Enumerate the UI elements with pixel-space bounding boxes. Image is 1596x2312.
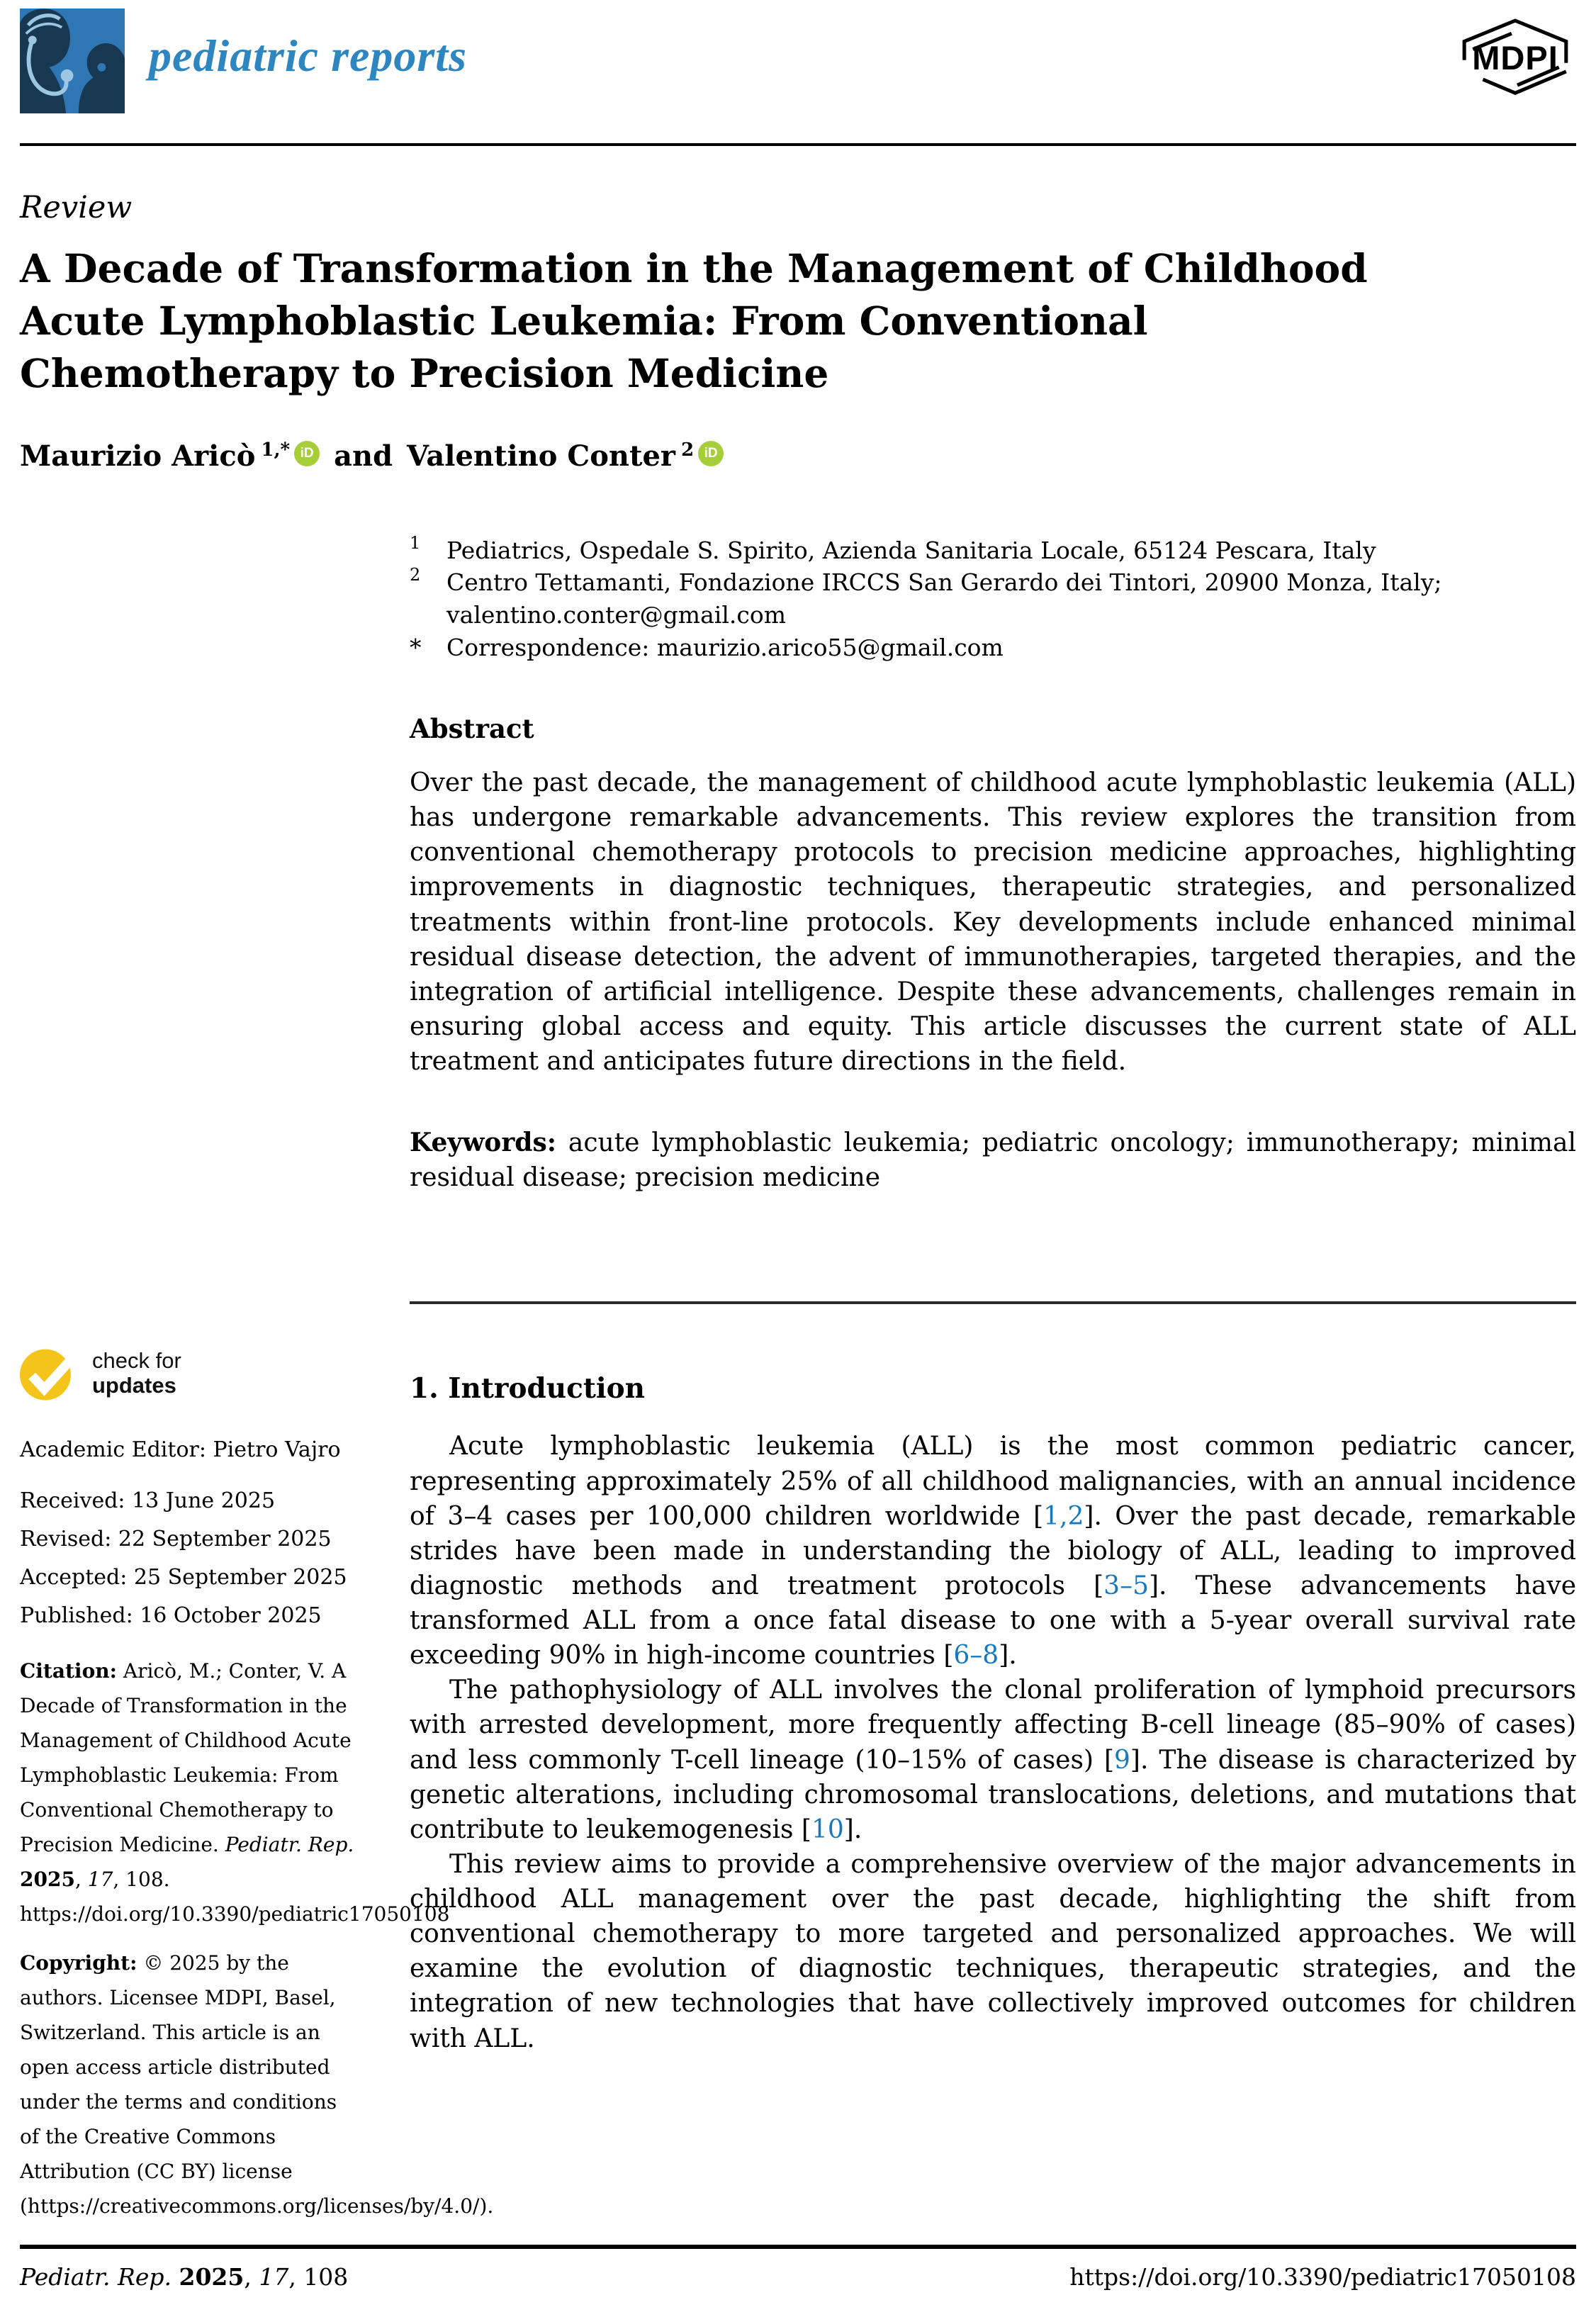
date-published: Published: 16 October 2025 <box>20 1603 322 1628</box>
reference-link[interactable]: 6–8 <box>953 1641 999 1671</box>
abstract-heading: Abstract <box>410 713 534 745</box>
citation-label: Citation: <box>20 1659 117 1683</box>
author-line <box>20 439 1576 475</box>
citation-block <box>20 1654 450 1931</box>
orcid-label: iD <box>300 445 314 461</box>
header-divider <box>20 143 1576 146</box>
affiliation-marker: 1 <box>410 532 421 553</box>
citation-volume: 17 <box>87 1867 113 1891</box>
paragraph-text: The pathophysiology of ALL involves the clonal proliferation of lymphoid precursors with arrested development, more frequently affecting B-cell lineage (85–90% of cases) and less commonly T-cell lineage (10–15% of cases) [ <box>410 1676 1576 1775</box>
affiliations <box>410 534 1576 663</box>
article-type: Review <box>20 190 133 225</box>
journal-name: pediatric reports <box>149 30 467 81</box>
date-received: Received: 13 June 2025 <box>20 1488 276 1513</box>
abstract-text: Over the past decade, the management of childhood acute lymphoblastic leukemia (ALL) has undergone remarkable advancements. This review explores the transition from conventional chemotherapy protocols to precision medicine approaches, highlighting improvements in diagnostic techniques, therapeutic strategies, and personalized treatments within front-line protocols. Key developments include enhanced minimal residual disease detection, the advent of immunotherapies, targeted therapies, and the integration of artificial intelligence. Despite these advancements, challenges remain in ensuring global access and equity. This article discusses the current state of ALL treatment and anticipates future directions in the field. <box>410 768 1576 1077</box>
author-name: Valentino Conter <box>407 439 675 473</box>
copyright-text: © 2025 by the authors. Licensee MDPI, Basel, Switzerland. This article is an open access article distributed under the terms and conditions of the Creative Commons Attribution (CC BY) license (https://creativecommons.org/licenses/by/4.0/). <box>20 1951 494 2218</box>
article-dates <box>20 1482 359 1635</box>
affiliation-text: Pediatrics, Ospedale S. Spirito, Azienda Sanitaria Locale, 65124 Pescara, Italy <box>446 536 1376 564</box>
paragraph-text: ]. Over the past decade, remarkable strides have been made in understanding the biology of ALL, leading to improved diagnostic methods and treatment protocols [ <box>410 1501 1576 1600</box>
section-divider <box>410 1301 1576 1304</box>
affiliation-row <box>410 632 1576 664</box>
author-affiliation-marker: 2 <box>680 439 695 461</box>
orcid-icon[interactable] <box>294 441 320 466</box>
mdpi-wordmark: MDPI <box>1472 39 1558 77</box>
citation-text: Aricò, M.; Conter, V. A Decade of Transformation in the Management of Childhood Acute Lymphoblastic Leukemia: From Conventional Chemotherapy to Precision Medicine. <box>20 1659 352 1856</box>
title-line: A Decade of Transformation in the Management of Childhood <box>20 245 1368 291</box>
date-accepted: Accepted: 25 September 2025 <box>20 1564 347 1590</box>
affiliation-marker: * <box>410 633 422 661</box>
citation-doi-link[interactable]: https://doi.org/10.3390/pediatric17050108 <box>20 1902 450 1926</box>
affiliation-row <box>410 534 1576 567</box>
affiliation-marker: 2 <box>410 565 421 585</box>
copyright-block <box>20 1946 494 2223</box>
reference-link[interactable]: 3–5 <box>1103 1571 1149 1600</box>
introduction-heading: 1. Introduction <box>410 1372 646 1405</box>
footer-page: 108 <box>303 2263 349 2291</box>
journal-brand <box>20 9 467 113</box>
orcid-icon[interactable] <box>698 441 724 466</box>
footer <box>20 2245 1576 2312</box>
pediatric-reports-logo-icon <box>20 9 125 113</box>
content-columns <box>20 530 1576 2223</box>
orcid-label: iD <box>704 445 718 461</box>
mdpi-logo <box>1454 16 1576 102</box>
check-for-updates-badge[interactable] <box>20 1345 359 1402</box>
footer-journal: Pediatr. Rep. <box>20 2263 172 2291</box>
author-name: Maurizio Aricò <box>20 439 256 473</box>
keywords-text: acute lymphoblastic leukemia; pediatric oncology; immunotherapy; minimal residual disease; precision medicine <box>410 1128 1576 1193</box>
keywords <box>410 1126 1576 1195</box>
footer-citation <box>20 2263 348 2291</box>
citation-sep: , <box>74 1867 88 1891</box>
date-revised: Revised: 22 September 2025 <box>20 1526 332 1551</box>
author-joiner: and <box>334 439 393 473</box>
academic-editor: Academic Editor: Pietro Vajro <box>20 1437 341 1462</box>
paragraph-text: This review aims to provide a comprehensive overview of the major advancements in childhood ALL management over the past decade, highlighting the shift from conventional chemotherapy to more targeted and personalized approaches. We will examine the evolution of diagnostic techniques, therapeutic strategies, and the integration of new technologies that have collectively improved outcomes for children with ALL. <box>410 1849 1576 2053</box>
author-affiliation-marker: 1,* <box>261 439 291 461</box>
copyright-label: Copyright: <box>20 1951 137 1975</box>
footer-sep: , <box>244 2263 259 2291</box>
title-line: Acute Lymphoblastic Leukemia: From Conventional <box>20 297 1148 344</box>
citation-year: 2025 <box>20 1867 75 1891</box>
keywords-label: Keywords: <box>410 1128 557 1158</box>
header <box>20 0 1576 130</box>
footer-volume: 17 <box>259 2263 289 2291</box>
paragraph-text: ]. The disease is characterized by genetic alterations, including chromosomal translocations, deletions, and mutations that contribute to leukemogenesis [ <box>410 1745 1576 1844</box>
reference-link[interactable]: 9 <box>1114 1745 1130 1775</box>
paragraph-text: Acute lymphoblastic leukemia (ALL) is the most common pediatric cancer, representing approximately 25% of all childhood malignancies, with an annual incidence of 3–4 cases per 100,000 children worldwide [ <box>410 1432 1576 1531</box>
citation-journal: Pediatr. Rep. <box>225 1832 354 1856</box>
intro-paragraph <box>410 1673 1576 1847</box>
article-title <box>20 242 1576 400</box>
reference-link[interactable]: 10 <box>811 1814 844 1844</box>
footer-doi-link[interactable]: https://doi.org/10.3390/pediatric17050108 <box>1069 2263 1576 2291</box>
paragraph-text: ]. <box>843 1814 862 1844</box>
check-icon <box>20 1345 81 1402</box>
title-line: Chemotherapy to Precision Medicine <box>20 349 829 396</box>
check-for-updates-label <box>92 1349 181 1398</box>
intro-paragraph <box>410 1429 1576 1673</box>
check-for-updates-line1: check for <box>92 1348 181 1374</box>
affiliation-row <box>410 566 1576 631</box>
paragraph-text: ]. <box>999 1641 1017 1671</box>
citation-pages: , 108. <box>113 1867 170 1891</box>
main-column <box>410 530 1576 2223</box>
affiliation-text: Correspondence: maurizio.arico55@gmail.com <box>446 633 1004 661</box>
paragraph-text: ]. These advancements have transformed ALL from a once fatal disease to one with a 5-year overall survival rate exceeding 90% in high-income countries [ <box>410 1571 1576 1671</box>
affiliation-text: Centro Tettamanti, Fondazione IRCCS San Gerardo dei Tintori, 20900 Monza, Italy; valentino.conter@gmail.com <box>446 568 1442 629</box>
footer-sep: , <box>288 2263 304 2291</box>
check-for-updates-line2: updates <box>92 1372 176 1398</box>
reference-link[interactable]: 1,2 <box>1043 1501 1084 1531</box>
footer-year: 2025 <box>179 2263 245 2291</box>
intro-paragraph <box>410 1847 1576 2056</box>
